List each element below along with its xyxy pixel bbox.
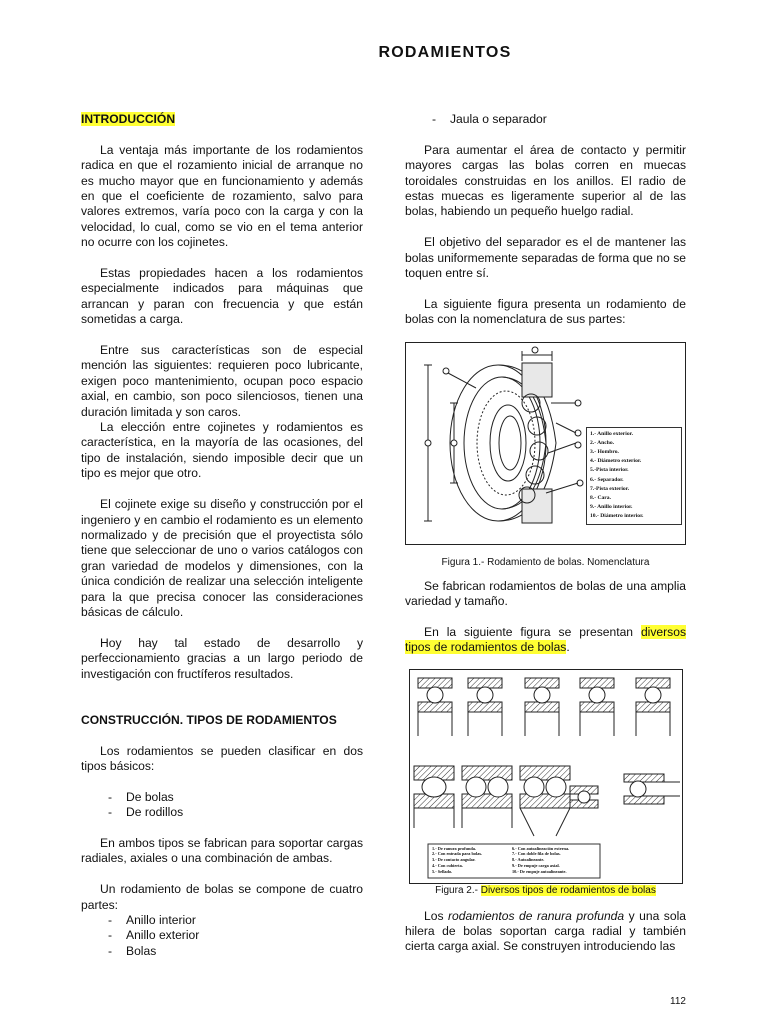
text-span: y una sola hilera de bolas soportan carga radial y también cierta carga axial. Se construyen introduciendo las: [405, 908, 686, 954]
page-title: RODAMIENTOS: [378, 44, 512, 61]
list-item: - De rodillos: [81, 805, 363, 820]
italic-text: rodamientos de ranura profunda: [447, 908, 625, 923]
figure-2: [409, 669, 683, 884]
list-item: - Anillo interior: [81, 913, 363, 928]
text-span: .: [566, 640, 570, 655]
legend-item: 1.- De ranura profunda.: [432, 845, 476, 851]
figure-1: [405, 342, 686, 545]
paragraph: Estas propiedades hacen a los rodamientos especialmente indicados para máquinas que arrancan y paran con frecuencia y que están sometidas a carga.: [81, 266, 363, 327]
page-number: 112: [670, 996, 686, 1007]
paragraph: Se fabrican rodamientos de bolas de una amplia variedad y tamaño.: [405, 578, 686, 609]
legend-item: 10.- De empuje autoalineante.: [512, 868, 567, 874]
parts-list: [81, 913, 363, 959]
legend-item: 5.- Sellado.: [432, 868, 453, 874]
figure-1-legend: [586, 427, 682, 525]
legend-item: 6.- Con autoalineación externa.: [512, 845, 570, 851]
paragraph: El cojinete exige su diseño y construcción por el ingeniero y en cambio el rodamiento es un elemento normalizado y de precisión que el proyectista sólo tiene que seleccionar de uno o varios catálogos con gran variedad de modelos y dimensiones, con la única condición de realizar una selección inteligente para la que precisa conocer las consideraciones básicas de cálculo.: [81, 497, 363, 619]
text-span: Los: [424, 908, 448, 923]
paragraph: En ambos tipos se fabrican para soportar cargas radiales, axiales o una combinación de ambas.: [81, 835, 363, 866]
legend-item: 4.- Diámetro exterior.: [590, 458, 642, 465]
legend-item: 9.- De empuje carga axial.: [512, 863, 560, 869]
paragraph: La elección entre cojinetes y rodamientos es característica, en la mayoría de las ocasiones, del tipo de instalación, siendo imposible decir que un tipo es mejor que otro.: [81, 420, 363, 481]
paragraph: [405, 909, 686, 955]
paragraph: La ventaja más importante de los rodamientos radica en que el rozamiento inicial de arranque no es mucho mayor que en funcionamiento y además en que el coeficiente de rozamiento, salvo para valores extremos, varía poco con la carga y con la velocidad, lo cual, como se vio en el tema anterior no ocurre con los cojinetes.: [81, 142, 363, 250]
legend-item: 8.- Cara.: [590, 495, 611, 502]
legend-item: 7.-Pista exterior.: [590, 485, 630, 492]
right-column: [405, 112, 686, 955]
legend-item: 6.- Separador.: [590, 476, 624, 483]
paragraph: La siguiente figura presenta un rodamiento de bolas con la nomenclatura de sus partes:: [405, 296, 686, 327]
legend-item: 3.- Hombro.: [590, 449, 619, 456]
list-item: - Anillo exterior: [81, 928, 363, 943]
paragraph: Los rodamientos se pueden clasificar en dos tipos básicos:: [81, 743, 363, 773]
legend-item: 7.- Con doble fila de bolas.: [512, 851, 561, 857]
figure-1-caption: Figura 1.- Rodamiento de bolas. Nomenclatura: [441, 556, 650, 568]
intro-heading: [81, 112, 363, 127]
list-item: - Jaula o separador: [405, 112, 686, 127]
caption-text: Figura 2.-: [435, 884, 481, 896]
legend-item: 8.- Autoalineante.: [512, 857, 545, 863]
paragraph: Para aumentar el área de contacto y permitir mayores cargas las bolas corren en muecas toroidales construidas en los anillos. El radio de estas muecas es ligeramente superior al de las bolas, habiendo un pequeño huelgo radial.: [405, 142, 686, 219]
paragraph: Un rodamiento de bolas se compone de cuatro partes:: [81, 882, 363, 912]
legend-item: 9.- Anillo interior.: [590, 504, 633, 511]
paragraph: Hoy hay tal estado de desarrollo y perfeccionamiento gracias a un largo periodo de investigación con fructíferos resultados.: [81, 635, 363, 681]
list-item: - De bolas: [81, 790, 363, 805]
legend-item: 5.-Pista interior.: [590, 467, 629, 474]
figure-2-caption: [405, 884, 686, 898]
paragraph: Entre sus características son de especial mención las siguientes: requieren poco lubricante, exigen poco mantenimiento, ocupan poco espacio axial, en cambio, son poco silenciosos, tienen una duración limitada y son caros.: [81, 343, 363, 419]
legend-item: 3.- De contacto angular.: [432, 857, 476, 863]
paragraph: [405, 625, 686, 656]
legend-item: 1.- Anillo exterior.: [590, 430, 633, 437]
legend-item: 2.- Ancho.: [590, 439, 615, 446]
parts-list-continued: [405, 112, 686, 127]
legend-item: 2.- Con entrada para bolas.: [432, 851, 483, 857]
left-column: [81, 112, 363, 959]
list-item: - Bolas: [81, 944, 363, 959]
legend-item: 10.- Diámetro interior.: [590, 513, 644, 520]
construction-heading: CONSTRUCCIÓN. TIPOS DE RODAMIENTOS: [81, 712, 337, 727]
paragraph: El objetivo del separador es el de mantener las bolas uniformemente separadas de forma que no se toquen entre sí.: [405, 235, 686, 281]
text-span: En la siguiente figura se presentan: [424, 624, 641, 639]
intro-heading-text: INTRODUCCIÓN: [81, 112, 176, 126]
highlighted-text: Diversos tipos de rodamientos de bolas: [480, 884, 656, 896]
legend-item: 4.- Con cubierta.: [432, 863, 463, 869]
highlighted-text: diversos tipos de rodamientos de bolas: [405, 624, 686, 655]
types-list: [81, 790, 363, 821]
